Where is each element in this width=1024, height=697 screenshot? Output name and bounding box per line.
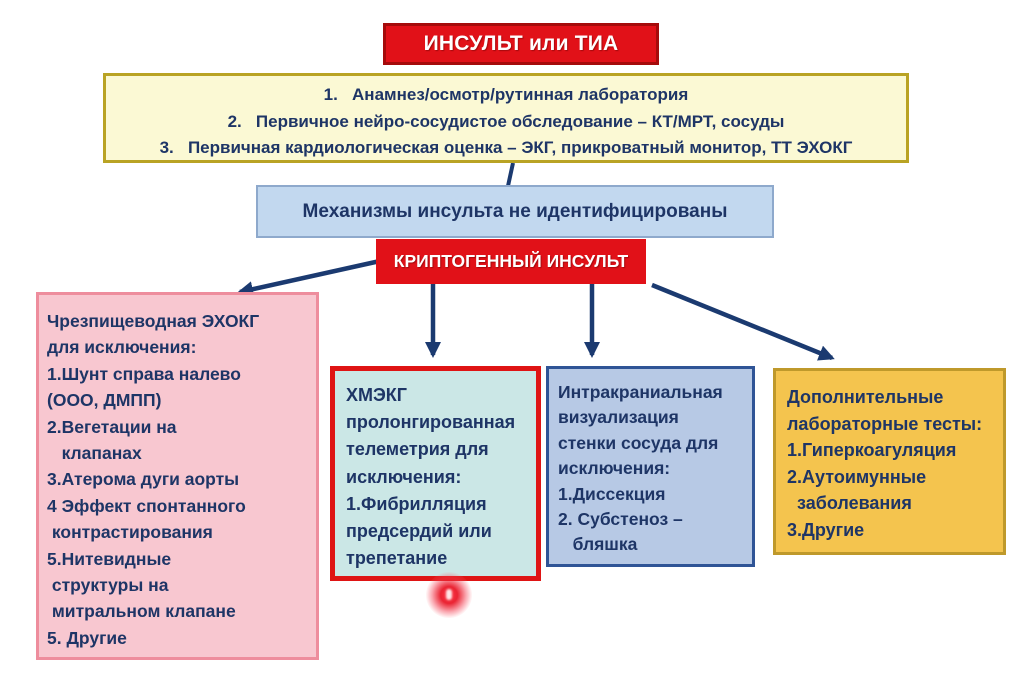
tee-box-line: 3.Атерома дуги аорты	[47, 469, 240, 490]
holter-box-line: трепетание	[346, 548, 448, 569]
labs-box-line: лабораторные тесты:	[787, 413, 983, 434]
initial-workup-box	[103, 73, 909, 163]
imaging-box-line: исключения:	[558, 458, 671, 479]
tee-box-line: 4 Эффект спонтанного	[47, 495, 246, 516]
imaging-box-line: 2. Субстеноз –	[558, 509, 683, 530]
tee-box-line: контрастирования	[47, 522, 213, 543]
holter-box-line: исключения:	[346, 466, 462, 487]
tee-box-line: 2.Вегетации на	[47, 416, 177, 437]
labs-box-line: 3.Другие	[787, 519, 865, 540]
holter-box-line: телеметрия для	[346, 439, 489, 460]
labs-box-line: Дополнительные	[787, 387, 944, 407]
cryptogenic-stroke-box: КРИПТОГЕННЫЙ ИНСУЛЬТ	[376, 239, 646, 284]
workup-item: 3. Первичная кардиологическая оценка – ЭКГ, прикроватный монитор, ТТ ЭХОКГ	[159, 138, 853, 157]
labs-box-line: 1.Гиперкоагуляция	[787, 440, 957, 460]
tee-box-line: 1.Шунт справа налево	[47, 363, 241, 384]
imaging-box-line: стенки сосуда для	[558, 432, 719, 453]
imaging-box-line: 1.Диссекция	[558, 483, 666, 504]
tee-box-line: структуры на	[47, 575, 169, 596]
arrow-to-tee-box	[240, 261, 380, 292]
holter-box-line: 1.Фибрилляция	[346, 493, 487, 514]
holter-box-line: ХМЭКГ	[346, 385, 407, 405]
tee-box-line: 5. Другие	[47, 627, 127, 648]
holter-box-line: пролонгированная	[346, 412, 516, 433]
intracranial-vessel-imaging-box	[546, 366, 755, 567]
imaging-box-line: Интракраниальная	[558, 382, 723, 402]
transesophageal-echo-box	[36, 292, 319, 660]
tee-box-line: (ООО, ДМПП)	[47, 390, 162, 411]
imaging-box-line: визуализация	[558, 407, 679, 428]
additional-lab-tests-box	[773, 368, 1006, 555]
tee-box-line: 5.Нитевидные	[47, 548, 172, 569]
labs-box-line: заболевания	[787, 493, 912, 513]
tee-box-line: Чрезпищеводная ЭХОКГ	[47, 311, 260, 331]
tee-box-line: митральном клапане	[47, 601, 236, 622]
labs-box-line: 2.Аутоимунные	[787, 466, 927, 487]
holter-telemetry-box	[330, 366, 541, 581]
holter-box-line: предсердий или	[346, 521, 492, 542]
laser-pointer-core	[446, 589, 452, 600]
connector-workup-to-mechanisms	[508, 163, 513, 186]
laser-pointer-dot	[426, 572, 472, 618]
workup-item: 1. Анамнез/осмотр/рутинная лаборатория	[323, 85, 689, 104]
workup-item: 2. Первичное нейро-сосудистое обследование – КТ/МРТ, сосуды	[227, 111, 785, 131]
arrow-to-labs-box	[652, 285, 832, 358]
stroke-or-tia-title-box: ИНСУЛЬТ или ТИА	[383, 23, 659, 65]
tee-box-line: для исключения:	[47, 337, 197, 358]
tee-box-line: клапанах	[47, 443, 142, 464]
mechanisms-not-identified-box: Механизмы инсульта не идентифицированы	[256, 185, 774, 238]
imaging-box-line: бляшка	[558, 534, 638, 555]
